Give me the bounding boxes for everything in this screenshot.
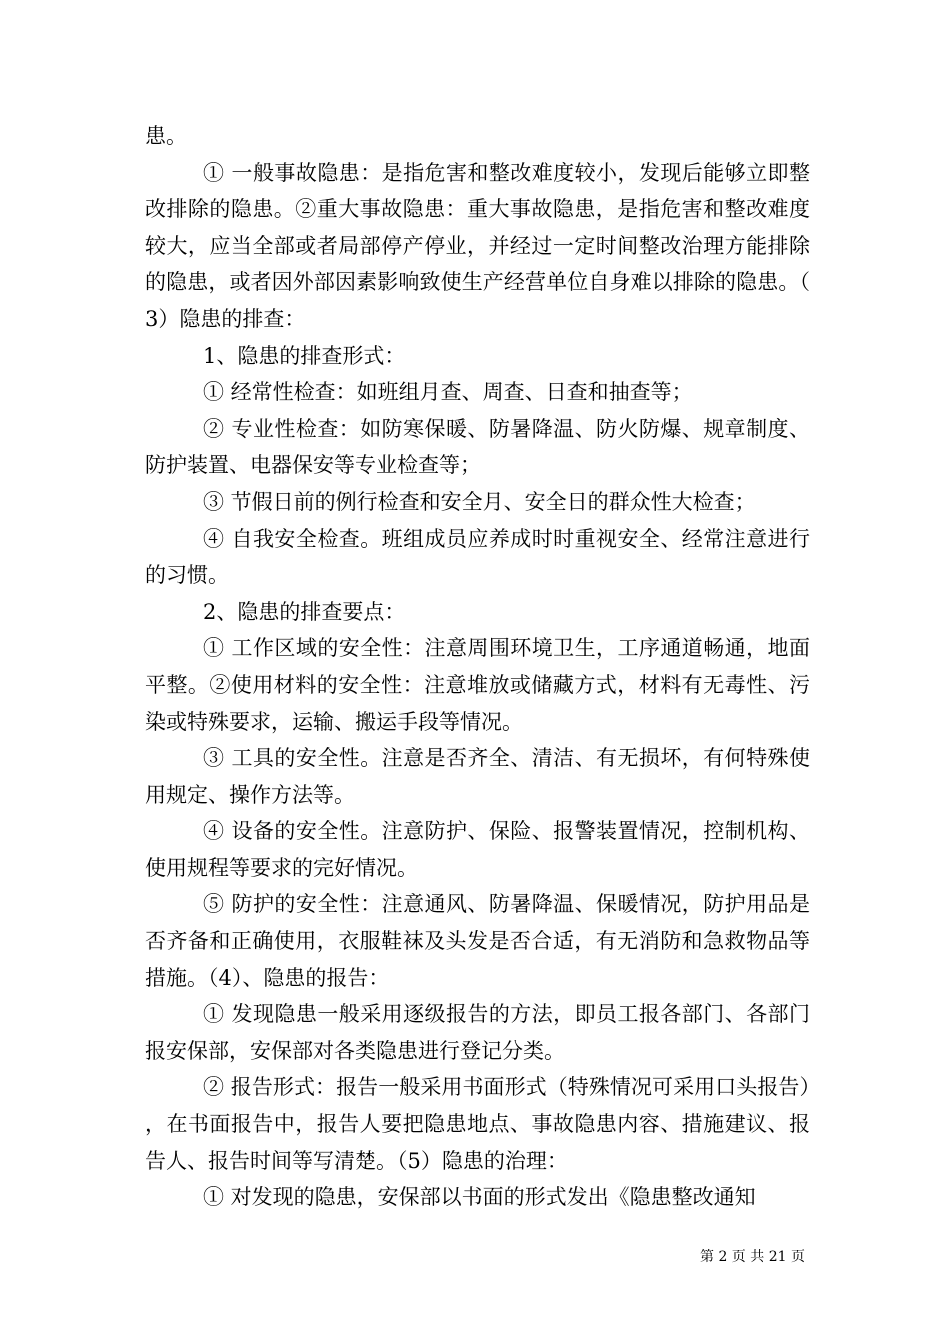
- heading-inspection-points: 2、隐患的排查要点：: [203, 599, 406, 624]
- paragraph-continuation: 患。: [145, 124, 187, 148]
- paragraph-report-method: ① 发现隐患一般采用逐级报告的方法，即员工报各部门、各部门报安保部，安保部对各类隐患进行登记分类。: [145, 1002, 810, 1063]
- paragraph-work-area-safety: ① 工作区域的安全性：注意周围环境卫生，工序通道畅通，地面平整。②使用材料的安全性：注意堆放或储藏方式，材料有无毒性、污染或特殊要求，运输、搬运手段等情况。: [145, 636, 810, 734]
- body-text: [145, 118, 810, 1216]
- paragraph-self-inspection: ④ 自我安全检查。班组成员应养成时时重视安全、经常注意进行的习惯。: [145, 526, 810, 588]
- paragraph-hazard-types: ① 一般事故隐患：是指危害和整改难度较小，发现后能够立即整改排除的隐患。②重大事故隐患：重大事故隐患，是指危害和整改难度较大，应当全部或者局部停产停业，并经过一定时间整改治理方能排除的隐患，或者因外部因素影响致使生产经营单位自身难以排除的隐患。（3）隐患的排查：: [145, 160, 810, 331]
- paragraph-equipment-safety: ④ 设备的安全性。注意防护、保险、报警装置情况，控制机构、使用规程等要求的完好情况。: [145, 819, 810, 880]
- paragraph-tool-safety: ③ 工具的安全性。注意是否齐全、清洁、有无损坏，有何特殊使用规定、操作方法等。: [145, 746, 810, 807]
- heading-inspection-forms: 1、隐患的排查形式：: [203, 343, 406, 368]
- paragraph-governance: ① 对发现的隐患，安保部以书面的形式发出《隐患整改通知: [203, 1185, 756, 1210]
- paragraph-protection-safety: ⑤ 防护的安全性：注意通风、防暑降温、保暖情况，防护用品是否齐备和正确使用，衣服鞋袜及头发是否合适，有无消防和急救物品等措施。（4）、隐患的报告：: [145, 892, 810, 990]
- paragraph-holiday-inspection: ③ 节假日前的例行检查和安全月、安全日的群众性大检查；: [203, 489, 756, 514]
- paragraph-regular-inspection: ① 经常性检查：如班组月查、周查、日查和抽查等；: [203, 380, 693, 405]
- paragraph-report-form: ② 报告形式：报告一般采用书面形式（特殊情况可采用口头报告），在书面报告中，报告人要把隐患地点、事故隐患内容、措施建议、报告人、报告时间等写清楚。（5）隐患的治理：: [145, 1075, 810, 1173]
- page-number: 第 2 页 共 21 页: [700, 1249, 805, 1265]
- paragraph-professional-inspection: ② 专业性检查：如防寒保暖、防暑降温、防火防爆、规章制度、防护装置、电器保安等专业检查等；: [145, 416, 810, 478]
